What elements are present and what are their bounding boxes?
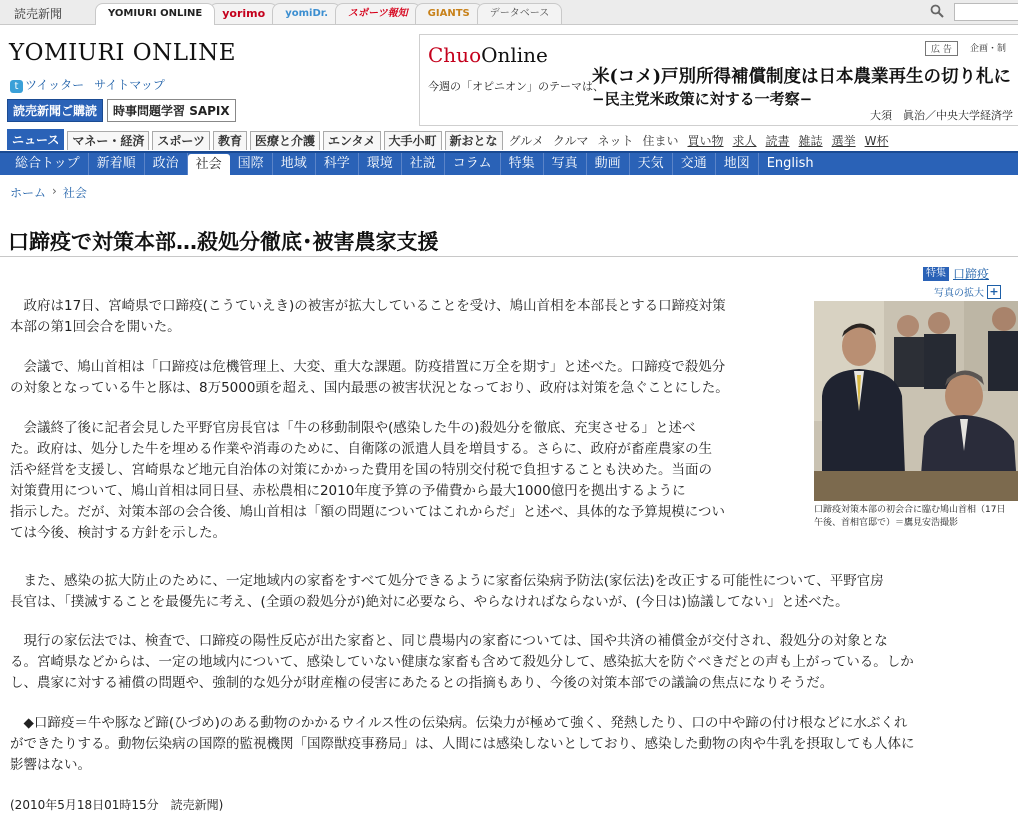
feature-tag: 特集 [923, 267, 949, 281]
ad-lead: 今週の「オピニオン」のテーマは、 [428, 80, 604, 93]
cat-education[interactable]: 教育 [213, 131, 247, 150]
cat-car[interactable]: クルマ [552, 134, 589, 148]
photo-caption: 口蹄疫対策本部の初会合に臨む鳩山首相（17日午後、首相官邸で）＝鷹見安浩撮影 [814, 505, 1006, 528]
article-line: 本部の第1回会合を開いた。 [10, 319, 181, 335]
site-search [920, 1, 1018, 21]
tab-yomidr[interactable]: yomiDr. [272, 3, 341, 24]
cat-news[interactable]: ニュース [7, 129, 64, 150]
breadcrumb-home[interactable]: ホーム [10, 186, 47, 200]
subnav-feature[interactable]: 特集 [501, 153, 544, 175]
ad-subheadline: −民主党米政策に対する一考察− [592, 90, 813, 108]
feature-link [923, 265, 989, 282]
article-line: 現行の家伝法では、検査で、口蹄疫の陽性反応が出た家畜と、同じ農場内の家畜については、国や共済の補償金が交付され、殺処分の対象とな [23, 633, 888, 649]
subnav-regional[interactable]: 地域 [273, 153, 316, 175]
article-line: ては今後、検討する方針を示した。 [10, 525, 226, 541]
article-line: ◆口蹄疫＝牛や豚など蹄(ひづめ)のある動物のかかるウイルス性の伝染病。伝染力が極めて強く、発熱したり、口の中や蹄の付け根などに水ぶくれ [23, 715, 908, 731]
twitter-icon: t [10, 80, 23, 93]
subnav-traffic[interactable]: 交通 [673, 153, 716, 175]
ad-label-2: 企画・制 [970, 44, 1007, 54]
category-tabs [7, 130, 894, 150]
ad-logo-b: Online [481, 43, 548, 67]
article-line: る。宮崎県などからは、一定の地域内について、感染していない健康な家畜も含めて殺処分して、感染拡大を防ぐべきだとの声も上がっている。しか [10, 654, 914, 670]
tab-sports-hochi[interactable]: スポーツ報知 [335, 3, 421, 24]
section-subnav [0, 151, 1018, 175]
article-line: ができたりする。動物伝染病の国際的監視機関「国際獣疫事務局」は、人間には感染しないとしており、感染した動物の肉や牛乳を摂取しても人体に [10, 736, 915, 752]
article-photo[interactable] [814, 301, 1018, 501]
cat-housing[interactable]: 住まい [642, 134, 679, 148]
site-tab-strip [0, 0, 1018, 25]
article-line: 会議で、鳩山首相は「口蹄疫は危機管理上、大変、重大な課題。防疫措置に万全を期す」と述べた。口蹄疫で殺処分 [23, 359, 726, 375]
meeting-photo [814, 301, 1018, 501]
subnav-weather[interactable]: 天気 [630, 153, 673, 175]
search-icon[interactable] [930, 4, 944, 18]
article-headline: 口蹄疫で対策本部…殺処分徹底･被害農家支援 [8, 230, 439, 254]
header-links [10, 76, 165, 93]
twitter-label: ツイッター [25, 78, 85, 92]
subnav-latest[interactable]: 新着順 [89, 153, 145, 175]
article-line: 活や経営を支援し、宮崎県など地元自治体の対策にかかった費用を国の特別交付税で負担することも決めた。当面の [10, 462, 712, 478]
tab-yomiuri-online[interactable]: YOMIURI ONLINE [95, 3, 215, 25]
cat-net[interactable]: ネット [597, 134, 634, 148]
cat-otekomachi[interactable]: 大手小町 [384, 131, 442, 150]
article-line: 指示した。だが、対策本部の会合後、鳩山首相は「額の問題についてはこれからだ」と述べ、具体的な予算規模につい [10, 504, 725, 520]
subnav-top[interactable]: 総合トップ [7, 153, 89, 175]
article-dateline: (2010年5月18日01時15分 読売新聞) [10, 798, 224, 812]
article-line: 長官は、「撲滅することを最優先に考え、(全頭の殺処分が)絶対に必要なら、やらなければならないが、(今日は)協議してない」と述べた。 [10, 594, 849, 610]
article-line: た。政府は、処分した牛を埋める作業や消毒のために、自衛隊の派遣人員を増員する。さらに、政府が畜産農家の生 [10, 441, 712, 457]
ad-logo-a: Chuo [428, 43, 482, 67]
photo-zoom-label: 写真の拡大 [934, 288, 984, 299]
cat-gourmet[interactable]: グルメ [508, 134, 544, 148]
sitemap-link[interactable]: サイトマップ [94, 78, 165, 92]
cat-worldcup[interactable]: W杯 [864, 134, 889, 148]
subnav-editorial[interactable]: 社説 [402, 153, 445, 175]
ad-author: 大須 眞治／中央大学経済学 [870, 109, 1013, 122]
cat-books[interactable]: 読書 [765, 134, 790, 148]
subnav-politics[interactable]: 政治 [145, 153, 188, 175]
tab-yorimo[interactable]: yorimo [209, 3, 278, 24]
headline-divider [0, 256, 1018, 257]
cat-election[interactable]: 選挙 [831, 134, 856, 148]
breadcrumb [10, 184, 87, 201]
breadcrumb-current[interactable]: 社会 [62, 186, 87, 200]
cat-shopping[interactable]: 買い物 [687, 134, 724, 148]
twitter-link[interactable] [10, 76, 84, 93]
search-input[interactable] [954, 3, 1018, 21]
subscribe-button[interactable]: 読売新聞ご購読 [7, 99, 103, 122]
sapix-button[interactable]: 時事問題学習 SAPIX [107, 99, 236, 122]
header-buttons [7, 99, 236, 122]
subnav-video[interactable]: 動画 [587, 153, 630, 175]
subnav-map[interactable]: 地図 [716, 153, 759, 175]
subnav-environment[interactable]: 環境 [359, 153, 402, 175]
subnav-column[interactable]: コラム [445, 153, 501, 175]
subnav-society[interactable]: 社会 [188, 154, 230, 176]
subnav-international[interactable]: 国際 [230, 153, 273, 175]
cat-entertainment[interactable]: エンタメ [323, 131, 381, 150]
cat-shin-otona[interactable]: 新おとな [445, 131, 503, 150]
chuo-online-ad[interactable] [419, 34, 1018, 126]
site-logo[interactable]: YOMIURI ONLINE [9, 40, 237, 66]
article-line: 会議終了後に記者会見した平野官房長官は「牛の移動制限や(感染した牛の)殺処分を徹底、充実させる」と述べ [23, 420, 696, 436]
article-line: し、農家に対する補償の問題や、強制的な処分が財産権の侵害にあたるとの指摘もあり、今後の対策本部での議論の焦点になりそうだ。 [10, 675, 834, 691]
chevron-right-icon: › [52, 184, 57, 198]
subnav-science[interactable]: 科学 [316, 153, 359, 175]
site-tabs [95, 3, 556, 24]
article-line: 政府は17日、宮崎県で口蹄疫(こうていえき)の被害が拡大していることを受け、鳩山首相を本部長とする口蹄疫対策 [23, 298, 726, 314]
tab-giants[interactable]: GIANTS [415, 3, 483, 24]
cat-jobs[interactable]: 求人 [732, 134, 757, 148]
photo-zoom-link[interactable] [934, 284, 1001, 299]
article-line: また、感染の拡大防止のために、一定地域内の家畜をすべて処分できるように家畜伝染病予防法(家伝法)を改正する可能性について、平野官房 [23, 573, 884, 589]
ad-headline: 米(コメ)戸別所得補償制度は日本農業再生の切り札に [592, 67, 1012, 87]
article-line: 影響はない。 [10, 757, 91, 773]
cat-sports[interactable]: スポーツ [152, 131, 210, 150]
feature-topic-link[interactable]: 口蹄疫 [953, 267, 990, 281]
article-line: の対象となっている牛と豚は、8万5000頭を超え、国内最悪の被害状況となっており、政府は対策を急ぐことにした。 [10, 380, 729, 396]
subnav-photo[interactable]: 写真 [544, 153, 587, 175]
ad-logo [428, 43, 548, 67]
yomiuri-shimbun-link[interactable]: 読売新聞 [14, 7, 63, 21]
tab-database[interactable]: データベース [477, 3, 563, 24]
cat-money[interactable]: マネー・経済 [67, 131, 149, 150]
article-line: 対策費用について、鳩山首相は同日昼、赤松農相に2010年度予算の予備費から最大1000億円を拠出するように [10, 483, 686, 499]
subnav-english[interactable]: English [766, 156, 814, 171]
cat-medical[interactable]: 医療と介護 [250, 131, 320, 150]
cat-magazines[interactable]: 雑誌 [798, 134, 823, 148]
ad-label: 広 告 [925, 41, 958, 56]
plus-icon: + [987, 285, 1001, 299]
